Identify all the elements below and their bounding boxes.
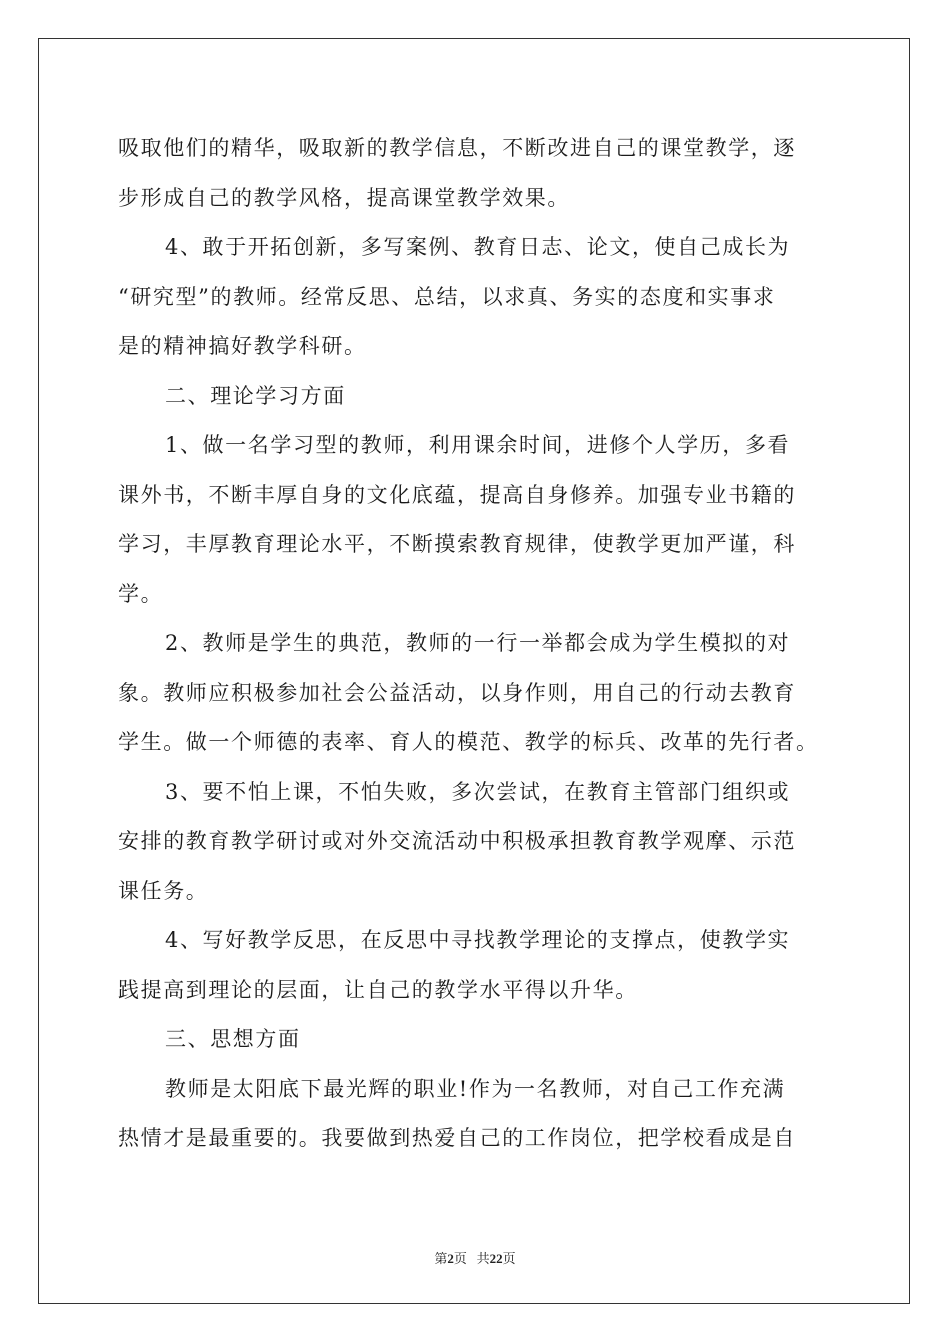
text-line: 践提高到理论的层面，让自己的教学水平得以升华。 bbox=[118, 977, 638, 1002]
footer-total-suffix: 页 bbox=[502, 1251, 516, 1266]
text-line: 安排的教育教学研讨或对外交流活动中积极承担教育教学观摩、示范 bbox=[118, 829, 796, 853]
text-line: 热情才是最重要的。我要做到热爱自己的工作岗位，把学校看成是自 bbox=[118, 1126, 796, 1150]
text-line: 3、要不怕上课，不怕失败，多次尝试，在教育主管部门组织或 bbox=[165, 779, 791, 804]
text-line: 是的精神搞好教学科研。 bbox=[118, 334, 367, 358]
text-line: 学习，丰厚教育理论水平，不断摸索教育规律，使教学更加严谨，科 bbox=[118, 532, 796, 556]
footer-total-prefix: 共 bbox=[476, 1251, 490, 1266]
text-line: 课外书，不断丰厚自身的文化底蕴，提高自身修养。加强专业书籍的 bbox=[118, 482, 796, 507]
text-line: 课任务。 bbox=[118, 878, 209, 903]
text-line: “研究型”的教师。经常反思、总结，以求真、务实的态度和实事求 bbox=[118, 284, 776, 309]
text-line: 4、写好教学反思，在反思中寻找教学理论的支撑点，使教学实 bbox=[165, 928, 791, 952]
text-line: 学。 bbox=[118, 581, 164, 606]
text-line: 教师是太阳底下最光辉的职业!作为一名教师，对自己工作充满 bbox=[165, 1076, 786, 1101]
text-line: 2、教师是学生的典范，教师的一行一举都会成为学生模拟的对 bbox=[165, 631, 791, 655]
text-line: 学生。做一个师德的表率、育人的模范、教学的标兵、改革的先行者。 bbox=[118, 730, 819, 754]
text-line: 吸取他们的精华，吸取新的教学信息，不断改进自己的课堂教学，逐 bbox=[118, 136, 796, 160]
text-line: 1、做一名学习型的教师，利用课余时间，进修个人学历，多看 bbox=[165, 433, 791, 457]
text-line: 4、敢于开拓创新，多写案例、教育日志、论文，使自己成长为 bbox=[165, 235, 791, 259]
page-footer bbox=[0, 1248, 950, 1267]
text-line: 象。教师应积极参加社会公益活动，以身作则，用自己的行动去教育 bbox=[118, 680, 796, 705]
document-body bbox=[118, 124, 834, 1164]
footer-page-suffix: 页 bbox=[453, 1251, 467, 1266]
footer-total-pages: 22 bbox=[489, 1251, 503, 1266]
text-line: 二、理论学习方面 bbox=[165, 383, 346, 408]
footer-prefix: 第 bbox=[434, 1251, 448, 1266]
text-line: 三、思想方面 bbox=[165, 1027, 301, 1051]
footer-page-number: 2 bbox=[447, 1251, 454, 1266]
text-line: 步形成自己的教学风格，提高课堂教学效果。 bbox=[118, 185, 570, 210]
